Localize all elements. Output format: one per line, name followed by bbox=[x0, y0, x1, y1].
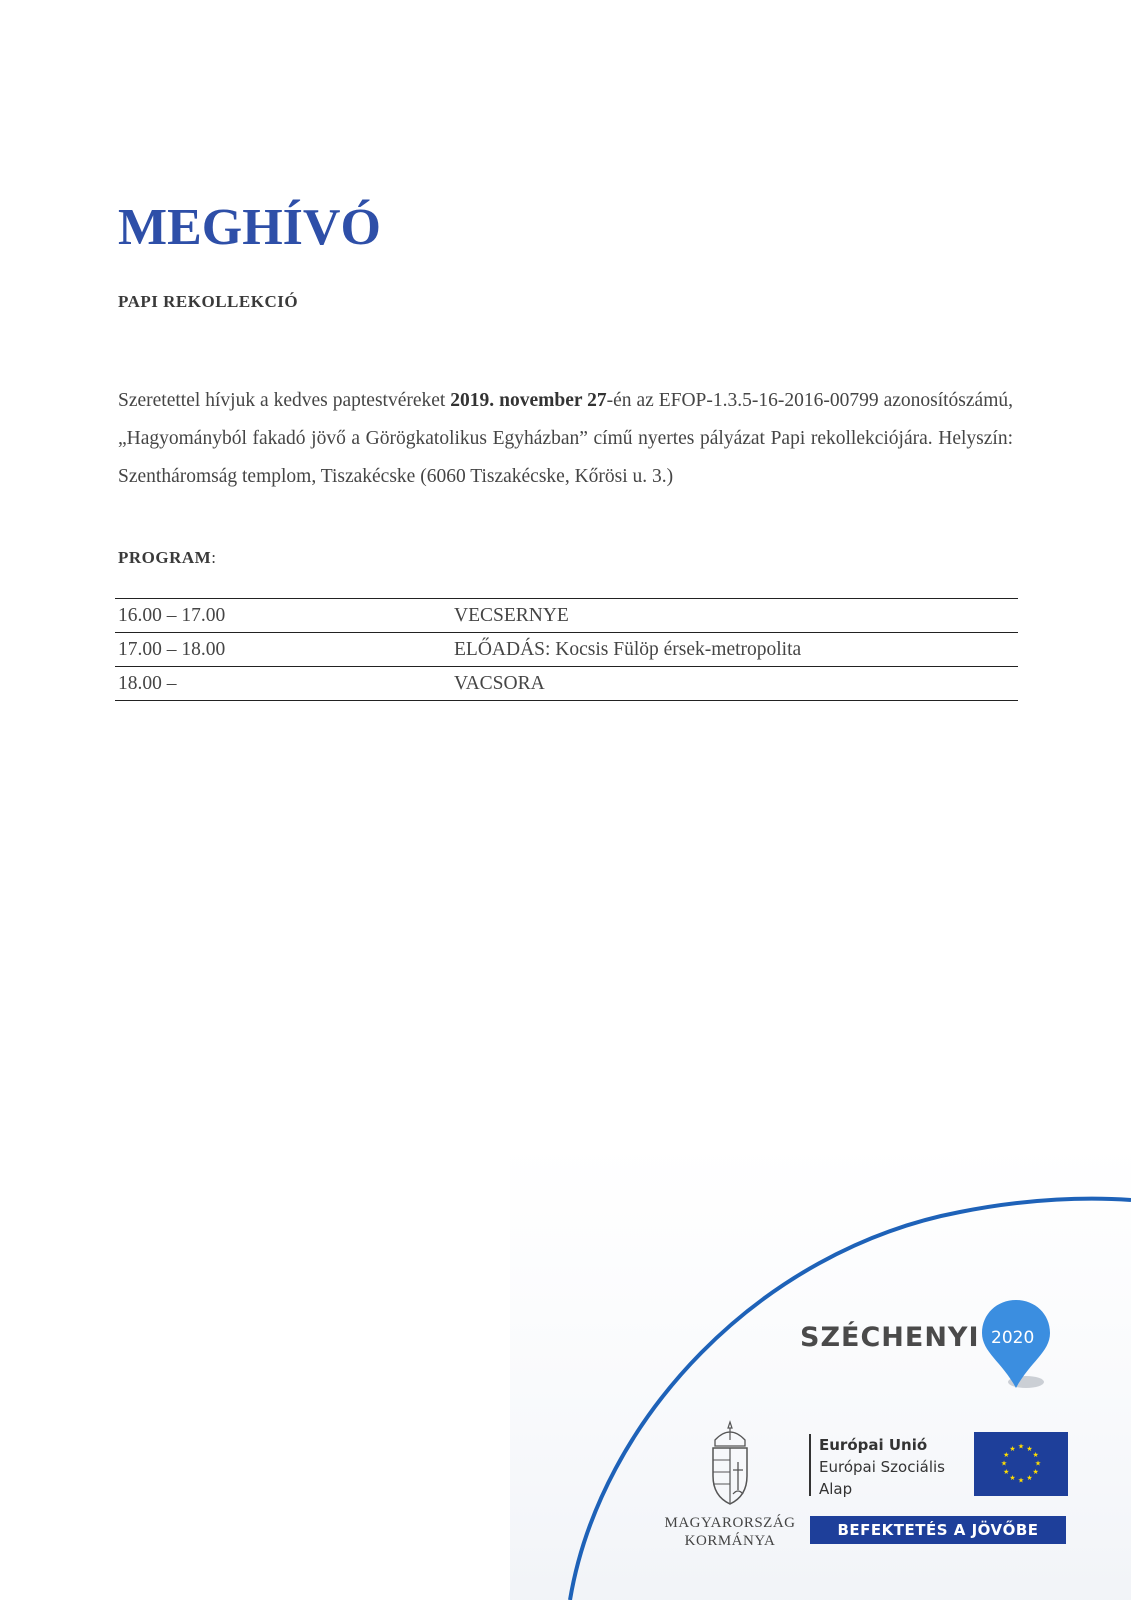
program-time: 17.00 – 18.00 bbox=[115, 633, 451, 667]
svg-text:★: ★ bbox=[1026, 1474, 1033, 1483]
eu-fund-text bbox=[819, 1434, 945, 1500]
paragraph-date-year: 2019. bbox=[450, 390, 495, 411]
invest-banner: BEFEKTETÉS A JÖVŐBE bbox=[810, 1516, 1066, 1544]
svg-text:★: ★ bbox=[1009, 1474, 1016, 1483]
svg-text:★: ★ bbox=[1034, 1459, 1042, 1468]
government-line-2: KORMÁNYA bbox=[684, 1533, 776, 1549]
eu-title: Európai Unió bbox=[819, 1436, 928, 1454]
svg-text:★: ★ bbox=[1003, 1468, 1010, 1476]
page-title: MEGHÍVÓ bbox=[118, 199, 381, 256]
szechenyi-year: 2020 bbox=[991, 1328, 1035, 1348]
eu-fund-line-1: Európai Szociális bbox=[819, 1458, 945, 1476]
svg-text:★: ★ bbox=[1003, 1451, 1010, 1459]
program-heading-text: PROGRAM bbox=[118, 548, 212, 567]
coat-of-arms-icon bbox=[705, 1420, 755, 1506]
paragraph-date-day: november 27 bbox=[499, 390, 607, 411]
svg-text:★: ★ bbox=[1000, 1459, 1008, 1468]
paragraph-text-3: -én az EFOP-1.3.5-16-2016-00799 azonosítószámú, „Hagyományból fakadó jövő a Görögkatolikus Egyházban” című nyertes pályázat Papi rekollekciójára. Helyszín: Szentháromság templom, Tiszakécske (6060 Tiszakécske, Kőrösi u. 3.) bbox=[118, 390, 1013, 487]
svg-text:★: ★ bbox=[1017, 1442, 1025, 1451]
government-logo bbox=[660, 1420, 800, 1550]
paragraph-text-1: Szeretettel hívjuk a kedves paptestvéreket bbox=[118, 390, 451, 411]
program-event: ELŐADÁS: Kocsis Fülöp érsek-metropolita bbox=[451, 633, 1018, 667]
svg-text:★: ★ bbox=[1009, 1444, 1016, 1453]
program-time: 16.00 – 17.00 bbox=[115, 599, 451, 633]
svg-text:★: ★ bbox=[1026, 1444, 1033, 1453]
szechenyi-logo-text: SZÉCHENYI bbox=[800, 1322, 980, 1353]
program-time: 18.00 – bbox=[115, 667, 451, 701]
svg-text:★: ★ bbox=[1032, 1468, 1039, 1476]
eu-flag-icon bbox=[974, 1432, 1068, 1496]
svg-text:★: ★ bbox=[1017, 1476, 1025, 1485]
government-name bbox=[660, 1514, 800, 1550]
program-event: VECSERNYE bbox=[451, 599, 1018, 633]
program-heading-colon: : bbox=[211, 548, 217, 567]
eu-fund-line-2: Alap bbox=[819, 1480, 853, 1498]
svg-text:★: ★ bbox=[1032, 1451, 1039, 1459]
government-line-1: MAGYARORSZÁG bbox=[664, 1515, 796, 1531]
subtitle: PAPI REKOLLEKCIÓ bbox=[118, 292, 299, 311]
program-event: VACSORA bbox=[451, 667, 1018, 701]
eu-divider bbox=[809, 1434, 811, 1496]
